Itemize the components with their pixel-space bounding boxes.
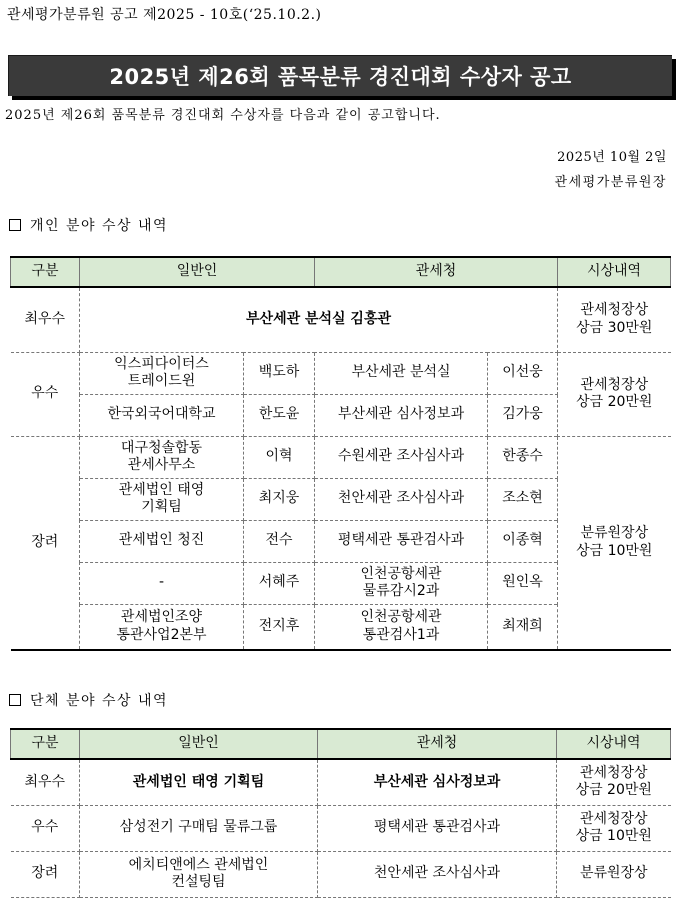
general-org-cell: 한국외국어대학교	[80, 394, 244, 436]
notice-date: 2025년 10월 2일	[557, 150, 667, 165]
individual-section-label: 개인 분야 수상 내역	[30, 218, 169, 234]
general-name-cell: 서혜주	[244, 562, 315, 604]
table-row	[11, 851, 671, 897]
team-section-title	[9, 690, 168, 710]
award-cell: 관세청장상 상금 10만원	[557, 805, 671, 851]
customs-org-cell: 인천공항세관 물류감시2과	[315, 562, 488, 604]
customs-name-cell: 이선웅	[488, 352, 558, 394]
table-row	[11, 436, 671, 478]
category-cell: 최우수	[11, 759, 80, 805]
table-header-row	[11, 729, 671, 759]
category-cell: 우수	[11, 352, 80, 436]
table-row	[11, 352, 671, 394]
customs-org-cell: 수원세관 조사심사과	[315, 436, 488, 478]
customs-name-cell: 최재희	[488, 604, 558, 650]
general-name-cell: 이혁	[244, 436, 315, 478]
checkbox-icon	[9, 694, 21, 706]
customs-org-cell: 부산세관 심사정보과	[315, 394, 488, 436]
general-name-cell: 전지후	[244, 604, 315, 650]
general-org-cell: 관세법인 청진	[80, 520, 244, 562]
award-cell: 관세청장상 상금 20만원	[557, 759, 671, 805]
issuer: 관세평가분류원장	[554, 175, 667, 190]
category-cell: 장려	[11, 851, 80, 897]
col-customs: 관세청	[318, 729, 557, 759]
grand-winner-cell: 부산세관 분석실 김홍관	[80, 287, 558, 352]
general-org-cell: 관세법인 태영 기획팀	[80, 478, 244, 520]
award-cell: 분류원장상	[557, 851, 671, 897]
intro-text: 2025년 제26회 품목분류 경진대회 수상자를 다음과 같이 공고합니다.	[5, 108, 441, 123]
col-customs: 관세청	[315, 257, 558, 287]
general-org-cell: 대구청솔합동 관세사무소	[80, 436, 244, 478]
customs-org-cell: 천안세관 조사심사과	[315, 478, 488, 520]
team-awards-table	[10, 728, 671, 898]
general-cell: 에치티앤에스 관세법인 컨설팅팀	[80, 851, 318, 897]
team-section-label: 단체 분야 수상 내역	[30, 693, 169, 709]
table-row	[11, 759, 671, 805]
general-org-cell: 익스피다이터스 트레이드윈	[80, 352, 244, 394]
col-category: 구분	[11, 729, 80, 759]
general-org-cell: 관세법인조양 통관사업2본부	[80, 604, 244, 650]
col-general: 일반인	[80, 257, 315, 287]
general-name-cell: 백도하	[244, 352, 315, 394]
customs-name-cell: 조소현	[488, 478, 558, 520]
col-general: 일반인	[80, 729, 318, 759]
customs-name-cell: 한종수	[488, 436, 558, 478]
col-category: 구분	[11, 257, 80, 287]
customs-org-cell: 평택세관 통관검사과	[315, 520, 488, 562]
customs-cell: 평택세관 통관검사과	[318, 805, 557, 851]
customs-name-cell: 원인옥	[488, 562, 558, 604]
category-cell: 우수	[11, 805, 80, 851]
general-name-cell: 최지웅	[244, 478, 315, 520]
general-name-cell: 한도윤	[244, 394, 315, 436]
page-title: 2025년 제26회 품목분류 경진대회 수상자 공고	[8, 55, 672, 96]
award-cell: 관세청장상 상금 20만원	[558, 352, 671, 436]
table-header-row	[11, 257, 671, 287]
customs-cell: 부산세관 심사정보과	[318, 759, 557, 805]
customs-org-cell: 부산세관 분석실	[315, 352, 488, 394]
general-org-cell: -	[80, 562, 244, 604]
general-cell: 삼성전기 구매팀 물류그룹	[80, 805, 318, 851]
col-award: 시상내역	[558, 257, 671, 287]
award-cell: 관세청장상 상금 30만원	[558, 287, 671, 352]
table-row	[11, 287, 671, 352]
customs-org-cell: 인천공항세관 통관검사1과	[315, 604, 488, 650]
category-cell: 장려	[11, 436, 80, 650]
customs-name-cell: 이종혁	[488, 520, 558, 562]
category-cell: 최우수	[11, 287, 80, 352]
table-row	[11, 805, 671, 851]
award-cell: 분류원장상 상금 10만원	[558, 436, 671, 650]
general-name-cell: 전수	[244, 520, 315, 562]
checkbox-icon	[9, 219, 21, 231]
individual-awards-table	[10, 256, 671, 651]
individual-section-title	[9, 215, 168, 235]
customs-cell: 천안세관 조사심사과	[318, 851, 557, 897]
col-award: 시상내역	[557, 729, 671, 759]
general-cell: 관세법인 태영 기획팀	[80, 759, 318, 805]
notice-number: 관세평가분류원 공고 제2025 - 10호(‘25.10.2.)	[7, 7, 322, 23]
customs-name-cell: 김가웅	[488, 394, 558, 436]
